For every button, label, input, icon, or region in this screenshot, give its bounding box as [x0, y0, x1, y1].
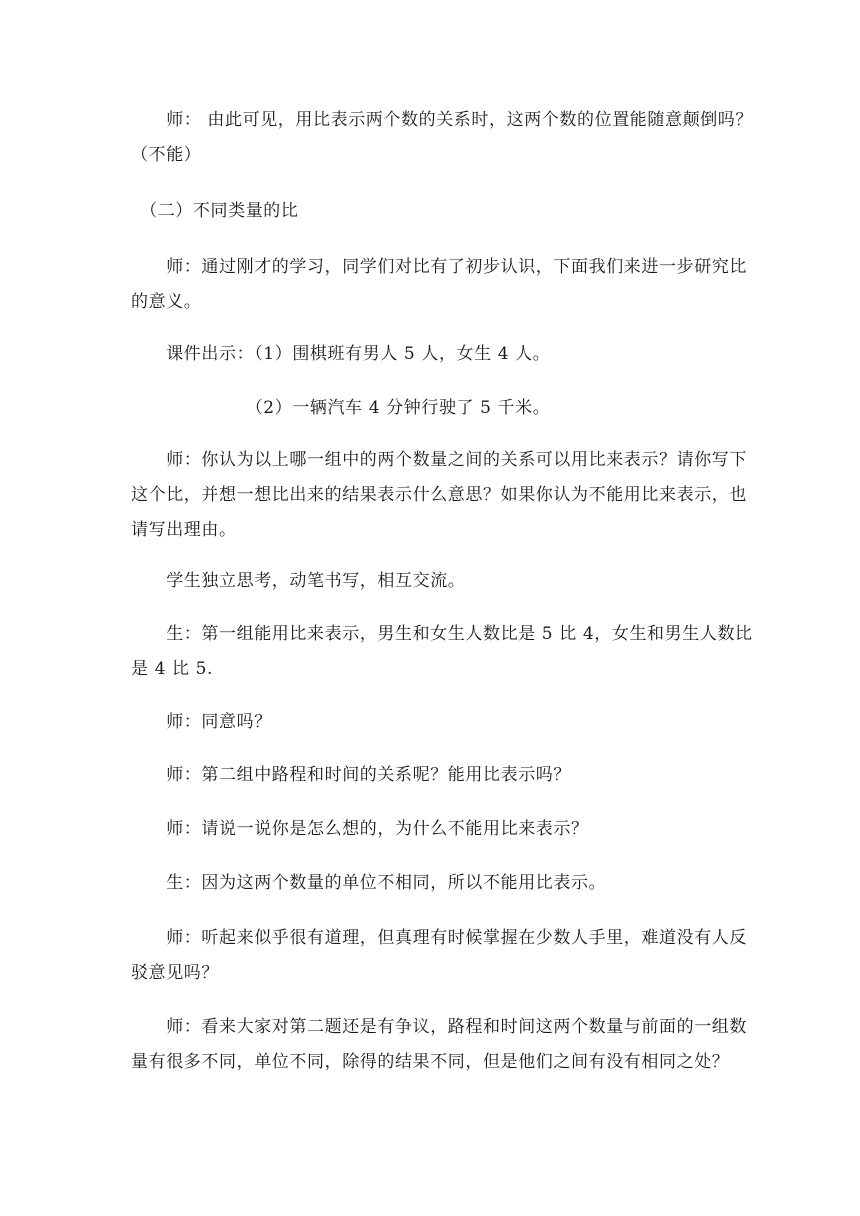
paragraph-teacher-question-order — [131, 103, 754, 173]
text-line: 师： 由此可见，用比表示两个数的关系时，这两个数的位置能随意颠倒吗？ — [131, 110, 754, 130]
text-line: 量有很多不同，单位不同，除得的结果不同，但是他们之间有没有相同之处？ — [131, 1052, 730, 1072]
paragraph-teacher-rebuttal — [131, 921, 747, 991]
paragraph-students-think — [131, 564, 731, 599]
paragraph-teacher-why — [131, 812, 731, 847]
text-line: 师：听起来似乎很有道理，但真理有时候掌握在少数人手里，难道没有人反 — [131, 928, 747, 948]
text-line: 学生独立思考，动笔书写，相互交流。 — [131, 571, 466, 591]
text-line: 驳意见吗？ — [131, 963, 219, 983]
paragraph-student-units — [131, 866, 731, 901]
text-line: （二）不同类量的比 — [131, 201, 299, 221]
paragraph-teacher-intro — [131, 250, 747, 320]
text-line: 这个比，并想一想比出来的结果表示什么意思？如果你认为不能用比来表示，也 — [131, 485, 747, 505]
paragraph-teacher-dispute — [131, 1010, 747, 1080]
paragraph-teacher-question — [131, 443, 747, 548]
text-line: 生：第一组能用比来表示，男生和女生人数比是 5 比 4，女生和男生人数比 — [131, 624, 753, 644]
text-line: 是 4 比 5. — [131, 659, 214, 679]
text-line: 生：因为这两个数量的单位不相同，所以不能用比表示。 — [131, 873, 607, 893]
text-line: （不能） — [131, 145, 202, 165]
paragraph-student-answer — [131, 617, 753, 687]
paragraph-teacher-second-group — [131, 758, 731, 793]
text-line: 师：通过刚才的学习，同学们对比有了初步认识，下面我们来进一步研究比 — [131, 257, 747, 277]
paragraph-teacher-agree — [131, 705, 731, 740]
text-line: 师：第二组中路程和时间的关系呢？能用比表示吗？ — [131, 765, 571, 785]
section-heading-different-quantities — [131, 194, 731, 229]
paragraph-courseware-item-2 — [131, 391, 731, 426]
text-line: 师：同意吗？ — [131, 712, 272, 732]
text-line: 请写出理由。 — [131, 520, 237, 540]
text-line: 师：请说一说你是怎么想的，为什么不能用比来表示？ — [131, 819, 589, 839]
paragraph-courseware-item-1 — [131, 337, 731, 372]
text-line: （2）一辆汽车 4 分钟行驶了 5 千米。 — [131, 398, 551, 418]
text-line: 课件出示：（1）围棋班有男人 5 人，女生 4 人。 — [131, 344, 551, 364]
text-line: 师：你认为以上哪一组中的两个数量之间的关系可以用比来表示？请你写下 — [131, 450, 747, 470]
text-line: 师：看来大家对第二题还是有争议，路程和时间这两个数量与前面的一组数 — [131, 1017, 747, 1037]
text-line: 的意义。 — [131, 292, 202, 312]
